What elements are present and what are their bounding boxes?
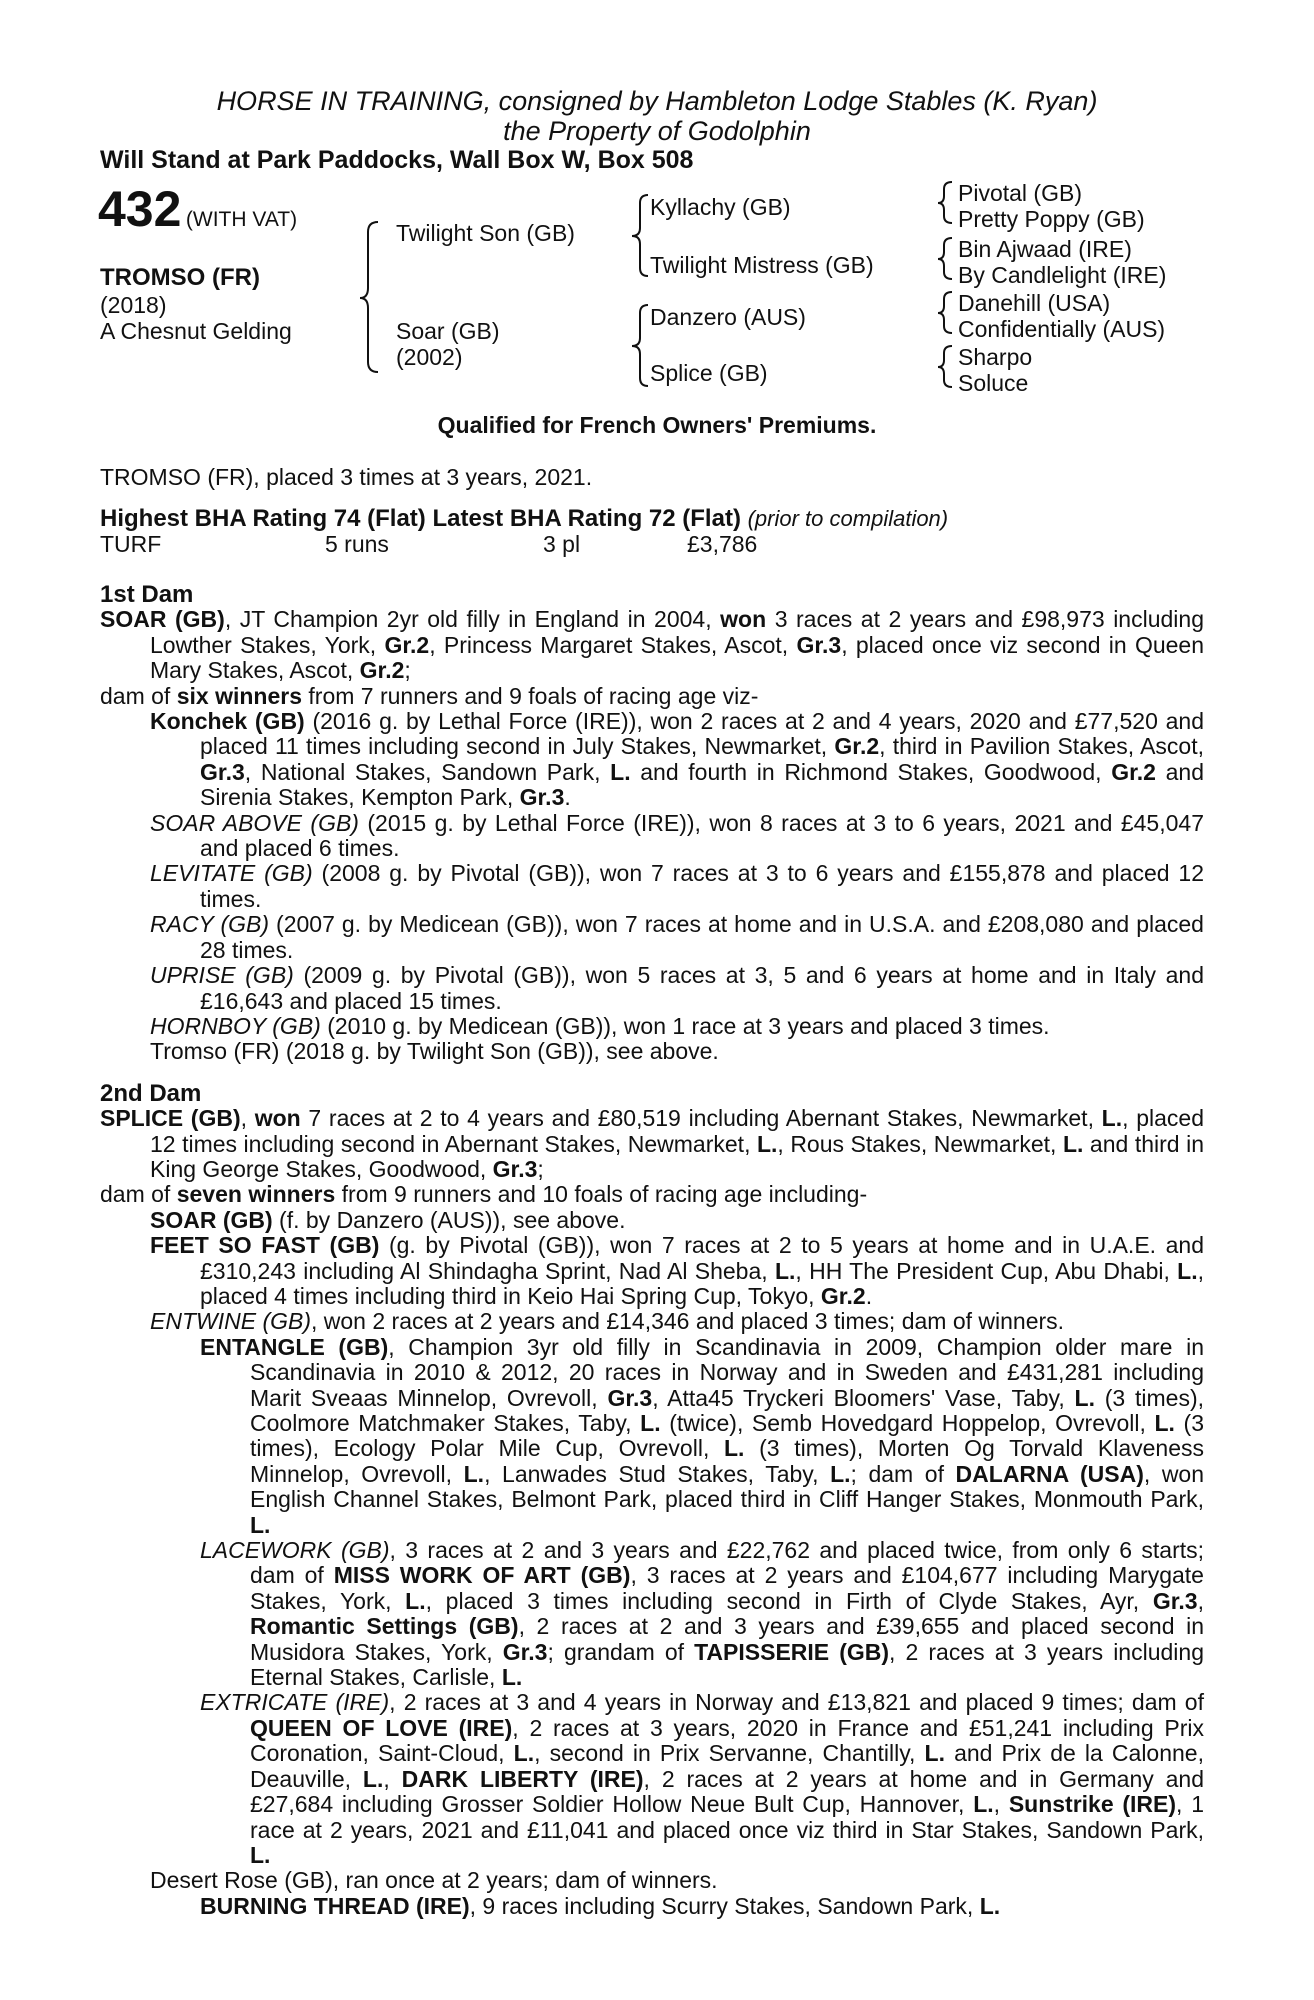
pedigree-sdd: By Candlelight (IRE) [958,262,1167,288]
produce-levitate: LEVITATE (GB) (2008 g. by Pivotal (GB)), won 7 races at 3 to 6 years and £155,878 and placed 12 times. [150,860,1204,912]
pedigree-sss: Pivotal (GB) [958,180,1082,206]
produce-entwine: ENTWINE (GB), won 2 races at 2 years and £14,346 and placed 3 times; dam of winners. [150,1308,1065,1335]
produce-soar-above: SOAR ABOVE (GB) (2015 g. by Lethal Force (IRE)), won 8 races at 3 to 6 years, 2021 and £45,047 and placed 6 times. [150,809,1204,862]
stat-placed: 3 pl [543,531,581,557]
pedigree-sire-dam: Twilight Mistress (GB) [650,252,874,278]
second-dam-heading: 2nd Dam [100,1079,202,1107]
pedigree-sire-sire: Kyllachy (GB) [650,194,791,220]
race-summary: TROMSO (FR), placed 3 times at 3 years, 2021. [100,464,593,490]
produce-burning-thread: BURNING THREAD (IRE), 9 races including Scurry Stakes, Sandown Park, L. [200,1892,1001,1919]
first-dam-dam-of: dam of six winners from 7 runners and 9 foals of racing age viz- [100,682,759,709]
pedigree-dam-year: (2002) [396,344,463,370]
qualified-note: Qualified for French Owners' Premiums. [437,412,877,438]
pedigree-ssd: Pretty Poppy (GB) [958,206,1145,232]
pedigree-dsd: Confidentially (AUS) [958,316,1166,342]
vat-note: (WITH VAT) [185,208,298,231]
horse-year: (2018) [100,292,167,318]
header-line-2: the Property of Godolphin [503,116,811,146]
produce-soar: SOAR (GB) (f. by Danzero (AUS)), see above. [150,1206,626,1233]
stat-surface: TURF [100,531,162,557]
produce-desert-rose: Desert Rose (GB), ran once at 2 years; dam of winners. [150,1867,718,1894]
pedigree-dam-sire: Danzero (AUS) [650,304,806,330]
produce-feet-so-fast: FEET SO FAST (GB) (g. by Pivotal (GB)), won 7 races at 2 to 5 years at home and in U.A.E. and £310,243 including Al Shindagha Sprint, Nad Al Sheba, L., HH The President Cup, Abu Dhabi, L., placed 4 times including third in Keio Hai Spring Cup, Tokyo, Gr.2. [150,1232,1205,1309]
horse-name: TROMSO (FR) [100,264,260,291]
rating-text: Highest BHA Rating 74 (Flat) Latest BHA Rating 72 (Flat) [100,505,741,532]
produce-record [100,582,1204,1919]
pedigree-dds: Sharpo [958,344,1033,370]
bha-rating [100,505,948,533]
produce-uprise: UPRISE (GB) (2009 g. by Pivotal (GB)), won 5 races at 3, 5 and 6 years at home and in Italy and £16,643 and placed 15 times. [150,962,1204,1014]
rating-note: (prior to compilation) [747,506,949,531]
lot-number: 432 [98,181,182,237]
second-dam-dam-of: dam of seven winners from 9 runners and 10 foals of racing age including- [100,1181,868,1208]
second-dam-entry: SPLICE (GB), won 7 races at 2 to 4 years and £80,519 including Abernant Stakes, Newmarket, L., placed 12 times including second in Abernant Stakes, Newmarket, L., Rous Stakes, Newmarket, L. and third in King George Stakes, Goodwood, Gr.3; [100,1105,1205,1182]
pedigree-dam: Soar (GB) [396,318,500,344]
stand-location: Will Stand at Park Paddocks, Wall Box W, Box 508 [100,146,694,174]
pedigree-dss: Danehill (USA) [958,290,1111,316]
pedigree-sire: Twilight Son (GB) [396,220,575,246]
produce-hornboy: HORNBOY (GB) (2010 g. by Medicean (GB)), won 1 race at 3 years and placed 3 times. [150,1012,1050,1039]
produce-extricate: EXTRICATE (IRE), 2 races at 3 and 4 years in Norway and £13,821 and placed 9 times; dam of QUEEN OF LOVE (IRE), 2 races at 3 years, 2020 in France and £51,241 including Prix Coronation, Saint-Cloud, L., second in Prix Servanne, Chantilly, L. and Prix de la Calonne, Deauville, L., DARK LIBERTY (IRE), 2 races at 2 years at home and in Germany and £27,684 including Grosser Soldier Hollow Neue Bult Cup, Hannover, L., Sunstrike (IRE), 1 race at 2 years, 2021 and £11,041 and placed once viz third in Star Stakes, Sandown Park, L. [200,1689,1205,1868]
produce-entangle: ENTANGLE (GB), Champion 3yr old filly in Scandinavia in 2009, Champion older mare in Scandinavia in 2010 & 2012, 20 races in Norway and in Sweden and £431,281 including Marit Sveaas Minnelop, Ovrevoll, Gr.3, Atta45 Tryckeri Bloomers' Vase, Taby, L. (3 times), Coolmore Matchmaker Stakes, Taby, L. (twice), Semb Hovedgard Hoppelop, Ovrevoll, L. (3 times), Ecology Polar Mile Cup, Ovrevoll, L. (3 times), Morten Og Torvald Klaveness Minnelop, Ovrevoll, L., Lanwades Stud Stakes, Taby, L.; dam of DALARNA (USA), won English Channel Stakes, Belmont Park, placed third in Cliff Hanger Stakes, Monmouth Park, L. [200,1333,1205,1538]
first-dam-heading: 1st Dam [100,581,194,608]
stat-runs: 5 runs [325,531,389,557]
horse-description: A Chesnut Gelding [100,318,292,344]
produce-racy: RACY (GB) (2007 g. by Medicean (GB)), won 7 races at home and in U.S.A. and £208,080 and placed 28 times. [150,911,1204,963]
pedigree-sds: Bin Ajwaad (IRE) [958,236,1132,262]
stat-earnings: £3,786 [687,531,758,557]
pedigree-dam-dam: Splice (GB) [650,360,768,386]
produce-tromso: Tromso (FR) (2018 g. by Twilight Son (GB)), see above. [150,1038,719,1065]
produce-lacework: LACEWORK (GB), 3 races at 2 and 3 years and £22,762 and placed twice, from only 6 starts; dam of MISS WORK OF ART (GB), 3 races at 2 years and £104,677 including Marygate Stakes, York, L., placed 3 times including second in Firth of Clyde Stakes, Ayr, Gr.3, Romantic Settings (GB), 2 races at 2 and 3 years and £39,655 and placed second in Musidora Stakes, York, Gr.3; grandam of TAPISSERIE (GB), 2 races at 3 years including Eternal Stakes, Carlisle, L. [200,1537,1205,1691]
produce-konchek: Konchek (GB) (2016 g. by Lethal Force (IRE)), won 2 races at 2 and 4 years, 2020 and £77,520 and placed 11 times including second in July Stakes, Newmarket, Gr.2, third in Pavilion Stakes, Ascot, Gr.3, National Stakes, Sandown Park, L. and fourth in Richmond Stakes, Goodwood, Gr.2 and Sirenia Stakes, Kempton Park, Gr.3. [150,708,1204,811]
first-dam-entry: SOAR (GB), JT Champion 2yr old filly in England in 2004, won 3 races at 2 years and £98,973 including Lowther Stakes, York, Gr.2, Princess Margaret Stakes, Ascot, Gr.3, placed once viz second in Queen Mary Stakes, Ascot, Gr.2; [100,606,1205,684]
pedigree-ddd: Soluce [958,370,1029,396]
header-line-1: HORSE IN TRAINING, consigned by Hambleton Lodge Stables (K. Ryan) [216,86,1098,116]
